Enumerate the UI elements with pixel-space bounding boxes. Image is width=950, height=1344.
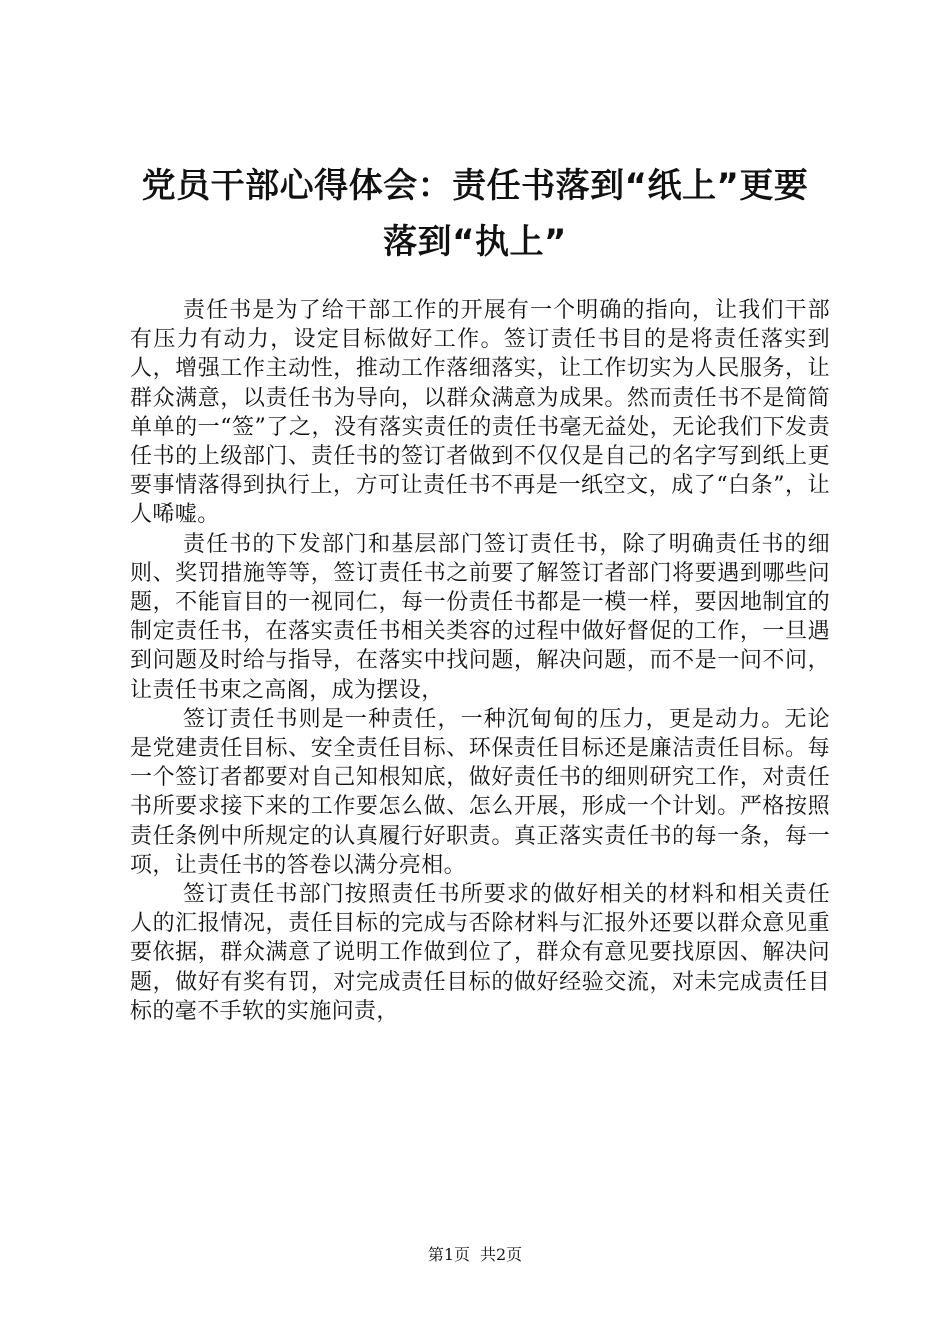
page-total: 共2页 — [480, 1245, 523, 1264]
page-number: 第1页 — [427, 1245, 470, 1264]
paragraph: 签订责任书则是一种责任，一种沉甸甸的压力，更是动力。无论是党建责任目标、安全责任目标、环保责任目标还是廉洁责任目标。每一个签订者都要对自己知根知底，做好责任书的细则研究工作，对责任书所要求接下来的工作要怎么做、怎么开展，形成一个计划。严格按照责任条例中所规定的认真履行好职责。真正落实责任书的每一条，每一项，让责任书的答卷以满分亮相。 — [130, 706, 830, 878]
paragraph: 责任书的下发部门和基层部门签订责任书，除了明确责任书的细则、奖罚措施等等，签订责任书之前要了解签订者部门将要遇到哪些问题，不能盲目的一视同仁，每一份责任书都是一模一样，要因地制宜的制定责任书，在落实责任书相关类容的过程中做好督促的工作，一旦遇到问题及时给与指导，在落实中找问题，解决问题，而不是一问不问，让责任书束之高阁，成为摆设， — [130, 531, 830, 703]
document-title — [110, 158, 840, 270]
title-line-2: 落到“执上” — [383, 222, 567, 262]
document-body — [130, 296, 830, 1026]
paragraph: 签订责任书部门按照责任书所要求的做好相关的材料和相关责任人的汇报情况，责任目标的完成与否除材料与汇报外还要以群众意见重要依据，群众满意了说明工作做到位了，群众有意见要找原因、解决问题，做好有奖有罚，对完成责任目标的做好经验交流，对未完成责任目标的毫不手软的实施问责， — [130, 882, 830, 1024]
title-line-1: 党员干部心得体会：责任书落到“纸上”更要 — [141, 166, 809, 206]
page-footer — [0, 1245, 950, 1265]
paragraph: 责任书是为了给干部工作的开展有一个明确的指向，让我们干部有压力有动力，设定目标做好工作。签订责任书目的是将责任落实到人，增强工作主动性，推动工作落细落实，让工作切实为人民服务，让群众满意，以责任书为导向，以群众满意为成果。然而责任书不是简简单单的一“签”了之，没有落实责任的责任书毫无益处，无论我们下发责任书的上级部门、责任书的签订者做到不仅仅是自己的名字写到纸上更要事情落得到执行上，方可让责任书不再是一纸空文，成了“白条”，让人唏嘘。 — [130, 298, 830, 528]
